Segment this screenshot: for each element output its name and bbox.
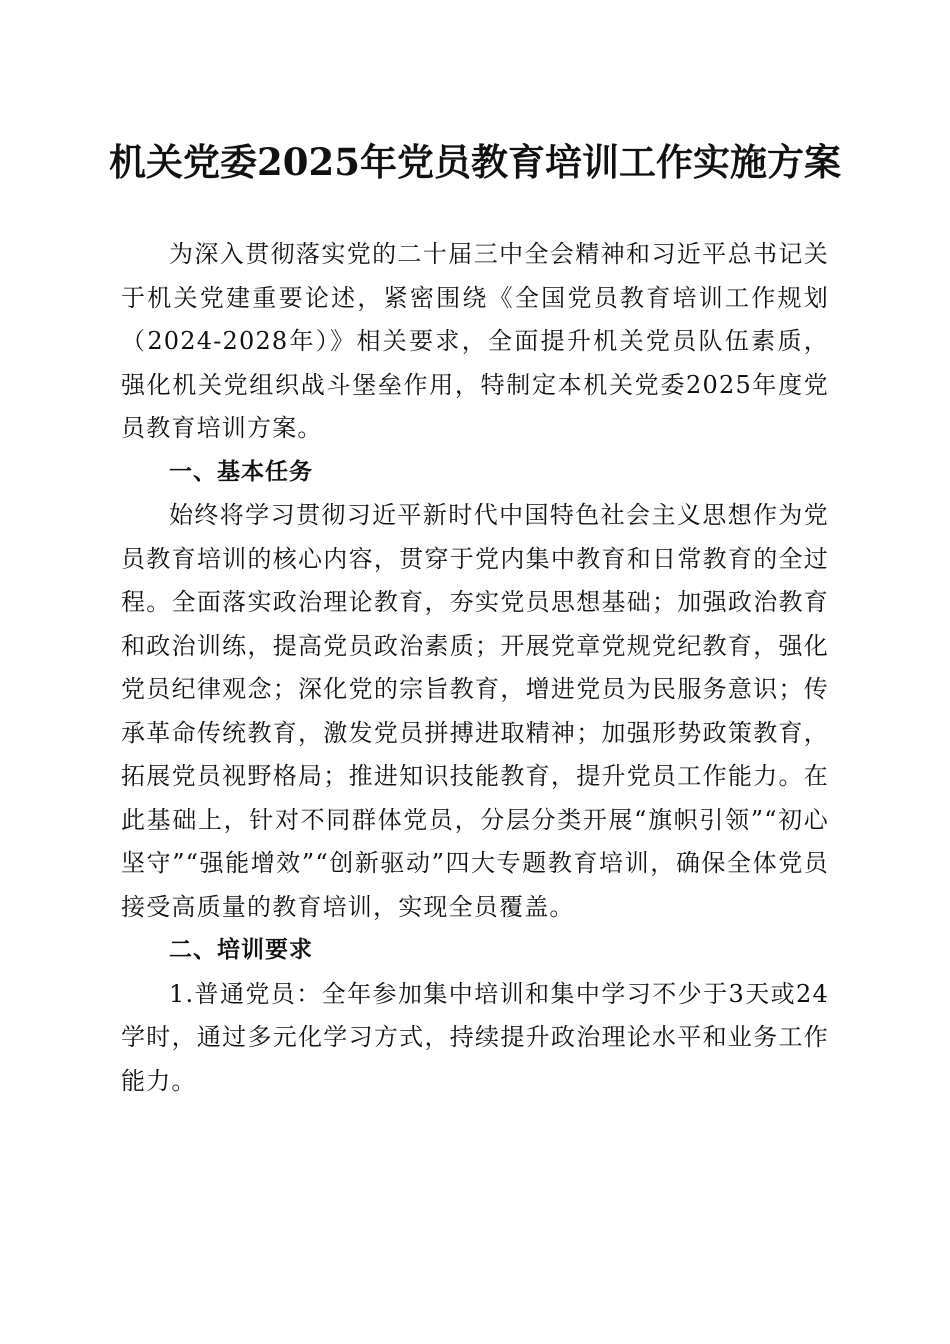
training-requirements-paragraph: 1.普通党员：全年参加集中培训和集中学习不少于3天或24学时，通过多元化学习方式，持续提升政治理论水平和业务工作能力。 <box>121 979 829 1095</box>
basic-tasks-paragraph: 始终将学习贯彻习近平新时代中国特色社会主义思想作为党员教育培训的核心内容，贯穿于党内集中教育和日常教育的全过程。全面落实政治理论教育，夯实党员思想基础；加强政治教育和政治训练，提高党员政治素质；开展党章党规党纪教育，强化党员纪律观念；深化党的宗旨教育，增进党员为民服务意识；传承革命传统教育，激发党员拼搏进取精神；加强形势政策教育，拓展党员视野格局；推进知识技能教育，提升党员工作能力。在此基础上，针对不同群体党员，分层分类开展“旗帜引领”“初心坚守”“强能增效”“创新驱动”四大专题教育培训，确保全体党员接受高质量的教育培训，实现全员覆盖。 <box>121 501 829 921</box>
document-title: 机关党委2025年党员教育培训工作实施方案 <box>109 140 841 184</box>
intro-paragraph: 为深入贯彻落实党的二十届三中全会精神和习近平总书记关于机关党建重要论述，紧密围绕《全国党员教育培训工作规划（2024-2028年）》相关要求，全面提升机关党员队伍素质，强化机关党组织战斗堡垒作用，特制定本机关党委2025年度党员教育培训方案。 <box>121 240 829 442</box>
document-body <box>121 233 829 1103</box>
section-heading-training-requirements: 二、培训要求 <box>169 937 313 963</box>
section-heading-basic-tasks: 一、基本任务 <box>169 458 313 485</box>
